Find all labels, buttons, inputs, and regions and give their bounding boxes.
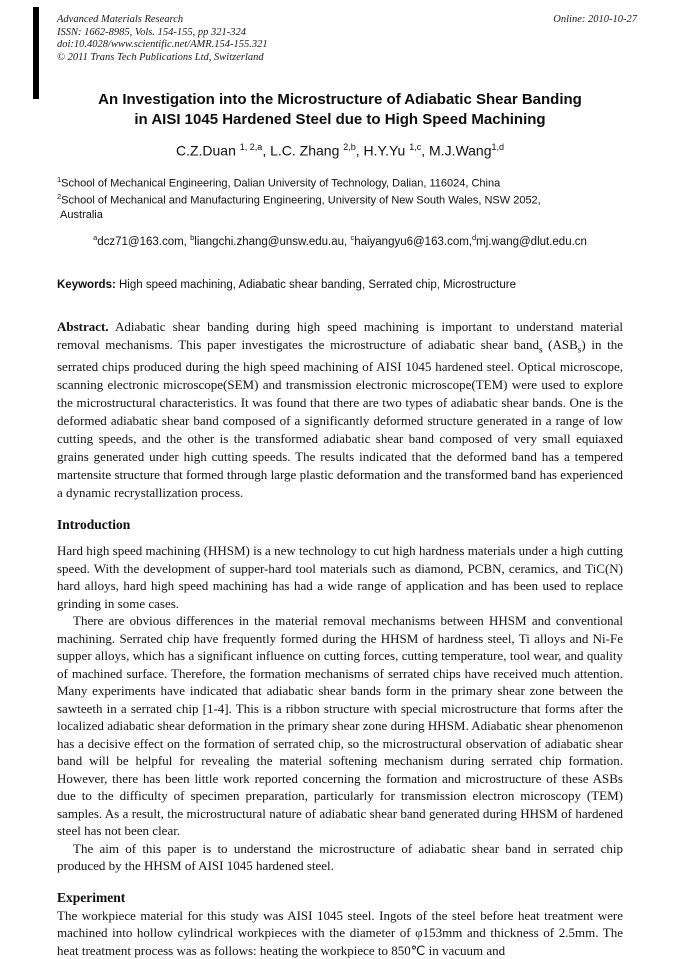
issn-line: ISSN: 1662-8985, Vols. 154-155, pp 321-324 bbox=[57, 26, 246, 38]
introduction-paragraph-3: The aim of this paper is to understand the microstructure of adiabatic shear band in serrated chip produced by the HHSM of AISI 1045 hardened steel. bbox=[57, 840, 623, 874]
author-emails: $^a$dcz71@163.com, $^b$liangchi.zhang@unsw.edu.au, $^c$haiyangyu6@163.com,$^d$mj.wang@dlut.edu.cn bbox=[93, 232, 587, 248]
abstract bbox=[57, 318, 623, 503]
paper-title-line1: An Investigation into the Microstructure of Adiabatic Shear Banding bbox=[98, 91, 582, 108]
journal-name: Advanced Materials Research bbox=[57, 14, 184, 25]
introduction-paragraph-1: Hard high speed machining (HHSM) is a new technology to cut high hardness materials under a high cutting speed. With the development of supper-hard tool materials such as diamond, PCBN, ceramics, and TiC(N) hard alloys, hard high speed machining has had a wide range of application and has been used to replace grinding in some cases. bbox=[57, 543, 623, 611]
affiliations bbox=[57, 173, 623, 222]
paper-title-line2: in AISI 1045 Hardened Steel due to High Speed Machining bbox=[134, 111, 546, 128]
affiliation-1: $^1$School of Mechanical Engineering, Dalian University of Technology, Dalian, 116024, China bbox=[57, 174, 501, 190]
introduction-paragraph-2: There are obvious differences in the material removal mechanisms between HHSM and conventional machining. Serrated chip have frequently formed during the HHSM of hardness steel, Ti alloys and Ni-Fe supper alloys, which has a significant influence on cutting forces, cutting temperature, tool wear, and quality of machined surface. Therefore, the formation mechanisms of serrated chips have received much attention. Many experiments have indicated that adiabatic shear bands form in the primary shear zone between the sawteeth in a serrated chip [1-4]. This is a ribbon structure with special microstructure that forms after the localized adiabatic shear deformation in the primary shear zone during HHSM. Adiabatic shear phenomenon has a decisive effect on the formation of serrated chip, so the microstructural observation of adiabatic shear band will be helpful for revealing the material softening mechanism during serrated chip formation. However, there has been little work reported concerning the formation and microstructure of these ASBs due to the difficulty of specimen preparation, particularly for transmission electron microscopy (TEM) samples. As a result, the microstructural nature of adiabatic shear band generated during HHSM of hardened steel has not been clear. bbox=[57, 613, 623, 839]
keywords-line bbox=[57, 279, 623, 291]
keywords-text: High speed machining, Adiabatic shear banding, Serrated chip, Microstructure bbox=[119, 278, 516, 291]
section-experiment bbox=[57, 889, 623, 959]
experiment-heading: Experiment bbox=[57, 889, 126, 905]
journal-header-left bbox=[57, 14, 268, 64]
journal-header bbox=[57, 14, 637, 64]
authors-line: C.Z.Duan $^{1, 2,a}$, L.C. Zhang $^{2,b}$, H.Y.Yu $^{1,c}$, M.J.Wang$^{1,d}$ bbox=[175, 142, 505, 159]
online-date: Online: 2010-10-27 bbox=[553, 14, 637, 25]
scan-artifact-bar bbox=[33, 7, 39, 99]
keywords-label: Keywords: bbox=[57, 278, 116, 291]
introduction-heading: Introduction bbox=[57, 517, 131, 533]
abstract-text: Adiabatic shear banding during high speed machining is important to understand material removal mechanisms. This paper investigates the microstructure of adiabatic shear band$_s$ $(ASB_s)$ in the serrated chips produced during the high speed machining of AISI 1045 hardened steel. Optical microscope, scanning electronic microscope(SEM) and transmission electronic microscope(TEM) were used to explore the microstructural characteristics. It was found that there are two types of adiabatic shear bands. One is the deformed adiabatic shear band composed of a significantly deformed structure generated in a range of low cutting speeds, and the other is the transformed adiabatic shear band composed of very small equiaxed grains generated under high cutting speeds. The results indicated that the deformed band has a tempered martensite structure that formed through large plastic deformation and the transformed band has experienced a dynamic recrystallization process. bbox=[57, 318, 623, 501]
experiment-paragraph-1: The workpiece material for this study was AISI 1045 steel. Ingots of the steel before heat treatment were machined into hollow cylindrical workpieces with the diameter of φ153mm and thickness of 2.5mm. The heat treatment process was as follows: heating the workpiece to 850℃ in vacuum and bbox=[57, 907, 623, 958]
affiliation-2: $^2$School of Mechanical and Manufacturing Engineering, University of New South Wales, NSW 2052, Australia bbox=[57, 192, 541, 221]
copyright-line: © 2011 Trans Tech Publications Ltd, Switzerland bbox=[57, 51, 264, 63]
abstract-label: Abstract. bbox=[57, 318, 109, 334]
doi-line: doi:10.4028/www.scientific.net/AMR.154-155.321 bbox=[57, 39, 268, 50]
section-introduction bbox=[57, 516, 623, 875]
page-content bbox=[57, 14, 637, 959]
paper-title bbox=[57, 90, 623, 130]
